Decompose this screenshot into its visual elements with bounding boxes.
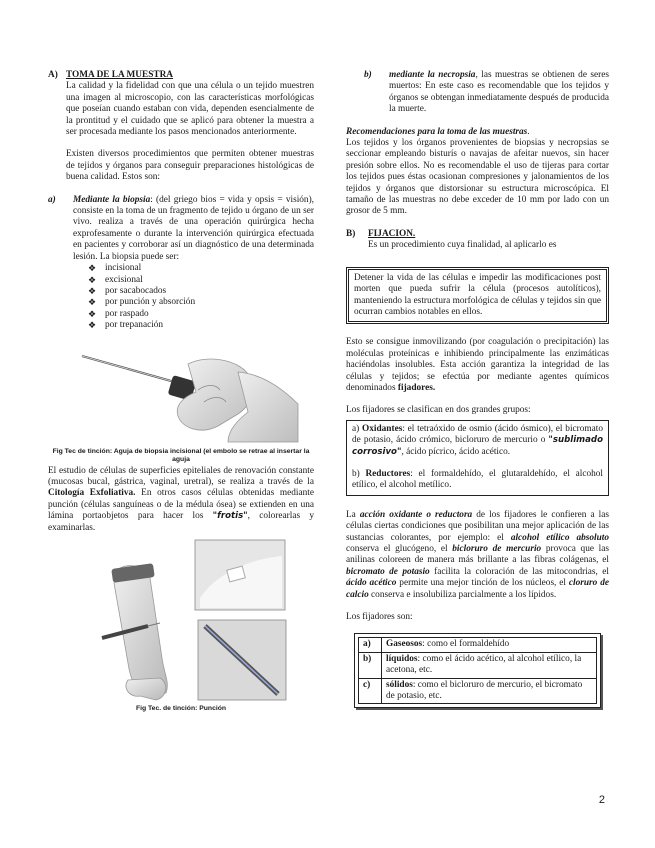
necropsy-item — [346, 70, 609, 116]
section-b-label: B) — [346, 228, 356, 239]
fixer-action-paragraph: La acción oxidante o reductora de los fijadores le confieren a las células ciertas condiciones que posibilitan una mejor aplicación de las sustancias colorantes, por ejemplo: el alcohol etílico absoluto conserva el glucógeno, el bicloruro de mercurio provoca que las anilinas coloreen de manera más brillante a las fibras colágenas, el bicromato de potasio facilita la coloración de las mitocondrias, el ácido acético permite una mejor tinción de los núcleos, el cloruro de calcio conserva e insolubiliza parcialmente a los lípidos. — [346, 509, 610, 600]
figure-2-caption: Fig Tec. de tinción: Punción — [135, 704, 227, 712]
table-row: b) líquidos: como el ácido acético, al alcohol etílico, la acetona, etc. — [359, 652, 597, 678]
table-row: c) sólidos: como el bicloruro de mercurio, el bicromato de potasio, etc. — [359, 678, 597, 704]
list-item: ❖ por sacabocados — [88, 286, 314, 297]
fixer-types-intro: Los fijadores son: — [346, 612, 413, 623]
biopsy-item — [48, 195, 314, 263]
list-item: ❖ por trepanación — [88, 320, 314, 331]
section-a-paragraph-2: Existen diversos procedimientos que permiten obtener muestras de tejidos y órganos para conseguir preparaciones histológicas de buena calidad. Estos son: — [66, 149, 314, 183]
fixer-types-table — [358, 637, 597, 704]
biopsy-needle-illustration — [78, 344, 303, 444]
section-b-intro: Es un procedimiento cuya finalidad, al aplicarlo es — [368, 240, 557, 251]
right-column — [346, 70, 609, 708]
fixer-groups-intro: Los fijadores se clasifican en dos grandes grupos: — [346, 405, 531, 416]
table-row: a) Gaseosos: como el formaldehído — [359, 638, 597, 652]
puncture-illustration — [100, 538, 290, 703]
section-a-paragraph-3: El estudio de células de superficies epiteliales de renovación constante (mucosas bucal, gástrica, vaginal, uretral), se realiza a través de la Citología Exfoliativa. En otros casos células obtenidas mediante punción (células sanguíneas o de la médula ósea) se extienden en una lámina portaobjetos para hacer los "frotis", colorearlas y examinarlas. — [48, 465, 314, 533]
biopsy-needle-figure — [78, 344, 303, 444]
section-a-paragraph-1: La calidad y la fidelidad con que una célula o un tejido muestren una imagen al microscopio, con las características morfológicas que poseían cuando estaban con vida, dependen esencialmente de la prontitud y el cuidado que se aplicó para obtener la muestra a ser procesada mediante los pasos mencionados anteriormente. — [66, 81, 314, 138]
list-item: ❖ incisional — [88, 263, 314, 274]
page-number: 2 — [598, 793, 605, 806]
list-item: ❖ por punción y absorción — [88, 297, 314, 308]
reductors-text: b) Reductores: el formaldehído, el glutaraldehído, el alcohol etílico, el alcohol metílico. — [352, 468, 604, 491]
section-a-heading — [48, 70, 314, 81]
section-a-label: A) — [48, 70, 58, 80]
puncture-figure — [100, 538, 290, 703]
section-b-title: FIJACION. — [368, 228, 416, 239]
fixation-paragraph: Esto se consigue inmovilizando (por coagulación o precipitación) las moléculas proteínicas e inhibiendo principalmente las enzimáticas haciéndolas insolubles. Esta acción garantiza la integridad de las células y tejidos; se efectúa por mediante agentes químicos denominados fijadores. — [346, 337, 609, 393]
necropsy-item-label: b) — [364, 70, 372, 80]
list-item: ❖ excisional — [88, 275, 314, 286]
biopsy-text: : (del griego bios = vida y opsis = visión), consiste en la toma de un fragmento de tejido u órgano de un ser vivo. realiza a través de una operación quirúrgica hecha exprofesamente o durante la intervención quirúrgica efectuada en pacientes y corroborar así un diagnóstico de una determinada lesión. La biopsia puede ser: — [73, 194, 314, 262]
recommendations-title: Recomendaciones para la toma de las muestras. — [346, 126, 530, 137]
biopsy-types-list — [48, 263, 314, 331]
biopsy-item-label: a) — [48, 194, 56, 205]
fixation-definition-box — [346, 267, 609, 325]
necropsy-text: , las muestras se obtienen de seres muertos: En este caso es recomendable que los tejidos y órganos se obtengan inmediatamente después de producida la muerte. — [389, 70, 609, 115]
fixation-definition: Detener la vida de las células e impedir las modificaciones post morten que pueda sufrir la célula (procesos autolíticos), manteniendo la estructura morfológica de células y tejidos sin que ocurran cambios notables en ellos. — [354, 272, 601, 317]
left-column — [48, 70, 314, 713]
biopsy-title: Mediante la biopsia — [73, 194, 151, 205]
necropsy-title: mediante la necropsia — [389, 70, 476, 80]
figure-1-caption: Fig Tec de tinción: Aguja de biopsia incisional (el embolo se retrae al insertar la aguja — [52, 447, 310, 463]
section-b-heading — [346, 229, 609, 240]
section-a-title: TOMA DE LA MUESTRA — [66, 70, 174, 80]
fixer-types-box — [354, 633, 601, 708]
list-item: ❖ por raspado — [88, 309, 314, 320]
recommendations-text: Los tejidos y los órganos provenientes de biopsias y necropsias se seccionar empleando bisturís o navajas de afeitar nuevos, sin hacer presión sobre ellos. No es recomendable el uso de tijeras para cortar los tejidos pues éstas ocasionan compresiones y jalonamientos de los tejidos y órganos que distorsionar su estructura microscópica. El tamaño de las muestras no debe exceder de 10 mm por lado con un grosor de 5 mm. — [346, 138, 609, 217]
fixer-groups-box — [346, 420, 609, 496]
oxidants-text: a) Oxidantes: el tetraóxido de osmio (ácido ósmico), el bicromato de potasio, ácido crómico, bicloruro de mercurio o "sublimado corrosivo", ácido pícrico, ácido acético. — [352, 423, 603, 457]
